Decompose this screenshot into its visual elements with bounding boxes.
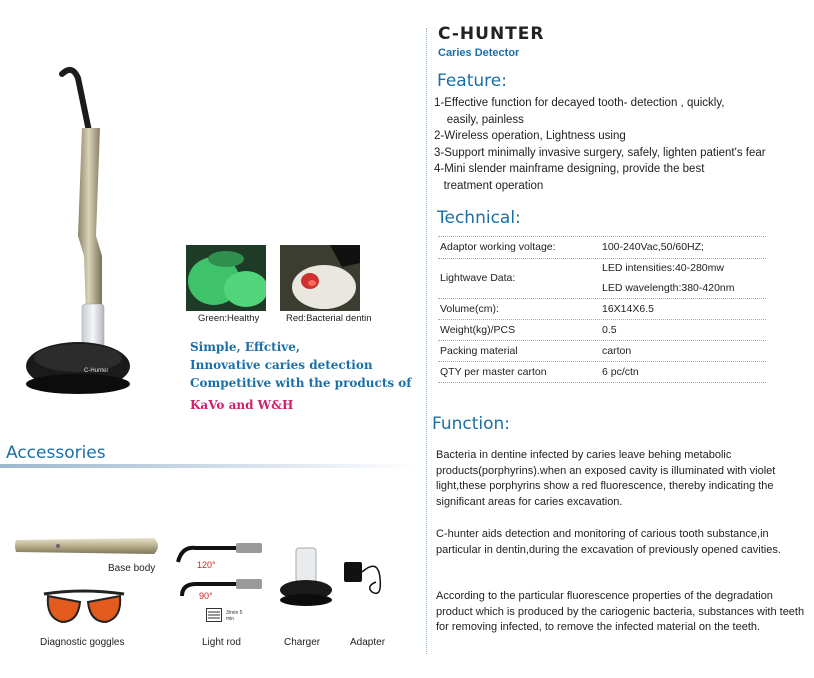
tech-row	[438, 362, 766, 383]
rod-note: 3/min 5 min	[226, 610, 243, 622]
tech-value: 100-240Vac,50/60HZ;	[602, 241, 704, 253]
bacterial-caption: Red:Bacterial dentin	[286, 313, 372, 324]
function-paragraph: According to the particular fluorescence properties of the degradation product which is produced by the cariogenic bacteria, substances with teeth for removing infected, to remove the infected material on the teeth.	[436, 590, 805, 633]
technical-heading: Technical:	[437, 208, 521, 228]
tech-label: Adaptor working voltage:	[440, 241, 556, 253]
base-body-label: Base body	[108, 563, 156, 574]
brand-subtitle: Caries Detector	[438, 47, 520, 59]
accessories-underline	[0, 464, 420, 470]
feature-heading: Feature:	[437, 71, 507, 91]
slogan-line-3: Competitive with the products of	[190, 376, 412, 390]
goggles-label: Diagnostic goggles	[40, 637, 125, 648]
light-rod-image	[176, 540, 268, 606]
tech-row	[438, 320, 766, 341]
device-image	[22, 66, 134, 418]
adapter-label: Adapter	[350, 637, 386, 648]
tech-value: LED intensities:40-280mw	[602, 262, 724, 274]
light-rod-label: Light rod	[202, 637, 241, 648]
tech-value: LED wavelength:380-420nm	[602, 282, 735, 294]
tech-label: Weight(kg)/PCS	[440, 324, 516, 336]
charger-label: Charger	[284, 637, 321, 648]
tech-row	[438, 236, 766, 259]
angle-120-label: 120°	[197, 560, 216, 570]
feature-item: treatment operation	[434, 179, 544, 192]
slogan-line-2: Innovative caries detection	[190, 358, 373, 372]
column-divider	[426, 28, 428, 654]
tech-value: carton	[602, 345, 632, 357]
slogan-line-4: KaVo and W&H	[190, 398, 294, 412]
tech-value: 16X14X6.5	[602, 303, 654, 315]
rod-box-icon	[206, 608, 222, 622]
adapter-image	[342, 552, 390, 602]
function-paragraph: C-hunter aids detection and monitoring of carious tooth substance,in particular in dentin,during the excavation of previously opened cavities.	[436, 528, 781, 556]
tech-label: QTY per master carton	[440, 366, 547, 378]
tech-row	[438, 258, 766, 299]
tech-value: 6 pc/ctn	[602, 366, 639, 378]
healthy-caption: Green:Healthy	[198, 313, 260, 324]
feature-item: 3-Support minimally invasive surgery, safely, lighten patient's fear	[434, 146, 766, 159]
brand-title: C-HUNTER	[438, 24, 545, 44]
goggles-image	[42, 588, 126, 628]
feature-item: 2-Wireless operation, Lightness using	[434, 130, 626, 142]
charger-image	[276, 544, 340, 610]
angle-90-label: 90°	[199, 591, 213, 601]
tech-label: Lightwave Data:	[440, 272, 516, 284]
device-label: C-Hunter	[84, 368, 109, 374]
feature-item: easily, painless	[434, 113, 524, 126]
slogan-line-1: Simple, Effctive,	[190, 340, 301, 354]
function-heading: Function:	[432, 414, 511, 434]
tech-value: 0.5	[602, 324, 617, 336]
feature-item: 1-Effective function for decayed tooth- detection , quickly,	[434, 97, 725, 109]
tech-row	[438, 341, 766, 362]
bacterial-dentin-photo	[280, 245, 360, 311]
tech-label: Packing material	[440, 345, 518, 357]
feature-list	[434, 95, 814, 194]
healthy-tooth-photo	[186, 245, 266, 311]
feature-item: 4-Mini slender mainframe designing, provide the best	[434, 163, 705, 175]
tech-row	[438, 299, 766, 320]
accessories-heading: Accessories	[6, 443, 106, 463]
base-body-image	[14, 534, 162, 558]
tech-label: Volume(cm):	[440, 303, 499, 315]
function-paragraph: Bacteria in dentine infected by caries leave behing metabolic products(porphyrins).when an exposed cavity is illuminated with violet light,these porphyrins show a red fluorescence, thereby indicating the significant areas for caries excavation.	[436, 449, 776, 508]
